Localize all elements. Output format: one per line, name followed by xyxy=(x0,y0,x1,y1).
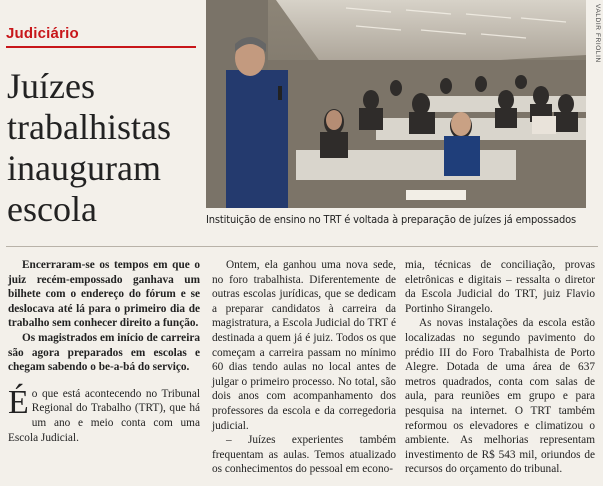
section-rule xyxy=(6,46,196,48)
headline-block xyxy=(0,0,203,253)
headline-line: trabalhistas xyxy=(7,107,171,147)
section-divider xyxy=(6,246,598,247)
lead-paragraph: Os magistrados em início de carreira são agora preparados em escolas e chegam sabendo o be-a-bá do serviço. xyxy=(8,331,200,374)
photo-credit: VALDIR FRIOLIN xyxy=(594,4,601,63)
photo-caption: Instituição de ensino no TRT é voltada à preparação de juízes já empossados xyxy=(206,213,577,226)
article-column-1 xyxy=(8,258,200,445)
body-paragraph: – Juízes experientes também frequentam as aulas. Temos atualizado os conhecimentos do pessoal em econo- xyxy=(212,434,396,476)
photo-illustration xyxy=(206,0,586,208)
drop-cap: É xyxy=(8,383,29,421)
lead-paragraph: Encerraram-se os tempos em que o juiz recém-empossado ganhava um bilhete com o endereço do fórum e se deslocava até lá para o primeiro dia de trabalho sem conhecer direito a função. xyxy=(8,259,200,330)
body-paragraph xyxy=(8,383,200,445)
body-paragraph: As novas instalações da escola estão localizadas no segundo pavimento do prédio III do Foro Trabalhista de Porto Alegre. Dotada de uma área de 637 metros quadrados, conta com salas de aula, para reuniões em grupo e para pesquisa na internet. O TRT também reformou os elevadores e climatizou o ambiente. As melhorias representam investimento de R$ 543 mil, oriundos de recursos do orçamento do tribunal. xyxy=(405,317,595,476)
news-photo xyxy=(206,0,586,208)
section-label: Judiciário xyxy=(6,25,79,42)
headline-line: escola xyxy=(7,189,97,229)
article-column-2 xyxy=(212,258,396,477)
article-column-3 xyxy=(405,258,595,477)
body-paragraph: Ontem, ela ganhou uma nova sede, no foro trabalhista. Diferentemente de outras escolas jurídicas, que se dedicam a preparar candidatos à carreira da magistratura, a Escola Judicial do TRT é destinada a quem já é juiz. Todos os que começam a carreira passam no mínimo 60 dias tendo aulas no local antes de julgar o primeiro processo. No total, são dois anos com acompanhamento dos professores da escola e da corregedoria judicial. xyxy=(212,259,396,432)
headline-line: inauguram xyxy=(7,148,161,188)
body-text: o que está acontecendo no Tribunal Regional do Trabalho (TRT), que há um ano e meio conta com uma Escola Judicial. xyxy=(8,387,200,444)
body-paragraph: mia, técnicas de conciliação, provas eletrônicas e digitais – ressalta o diretor da Escola Judicial do TRT, juiz Flavio Portinho Sirangelo. xyxy=(405,259,595,315)
headline-line: Juízes xyxy=(7,66,95,106)
headline xyxy=(7,66,202,230)
